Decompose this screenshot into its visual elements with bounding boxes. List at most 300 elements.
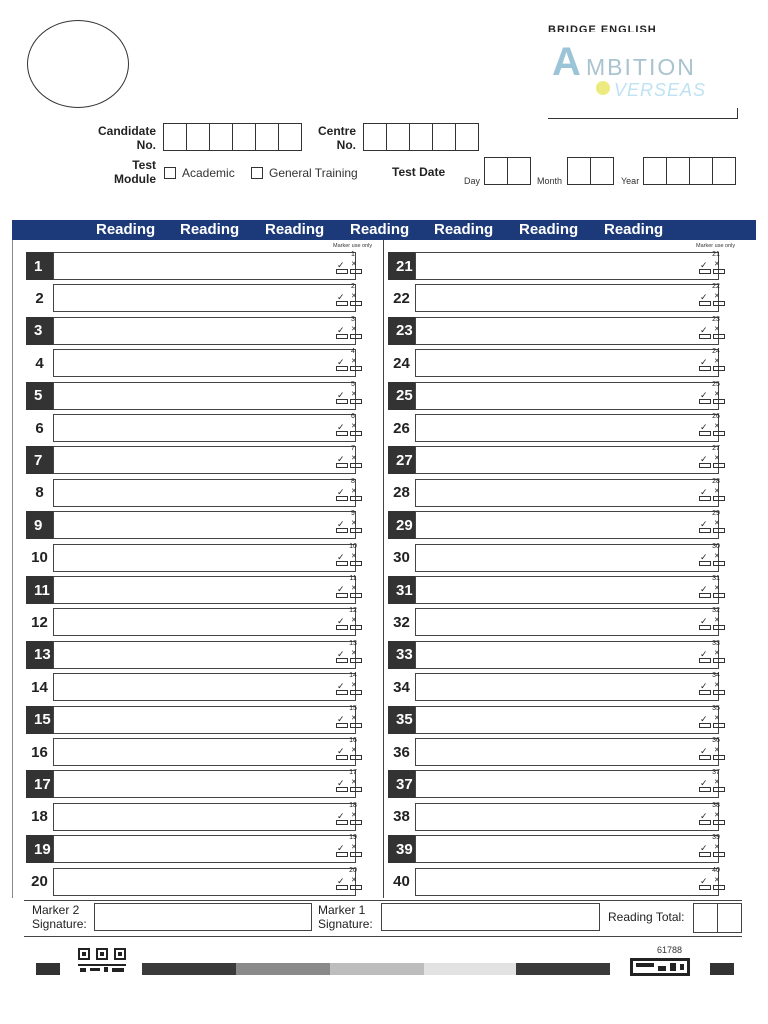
- tick-box[interactable]: [699, 366, 711, 371]
- marker-tick-cross[interactable]: [698, 510, 728, 540]
- cross-box[interactable]: [713, 658, 725, 663]
- answer-box[interactable]: [415, 382, 719, 410]
- marker-number: 34: [712, 672, 720, 680]
- tick-box[interactable]: [699, 658, 711, 663]
- timing-mark: [36, 963, 60, 975]
- answer-box[interactable]: [415, 446, 719, 474]
- tick-box[interactable]: [699, 787, 711, 792]
- marker-tick-cross[interactable]: [335, 834, 365, 864]
- cross-box[interactable]: [713, 561, 725, 566]
- cross-icon: ✕: [351, 585, 357, 592]
- photo-oval: [27, 20, 129, 108]
- cross-box[interactable]: [350, 334, 362, 339]
- marker-tick-cross[interactable]: [335, 445, 365, 475]
- marker-number: 18: [349, 801, 357, 809]
- answer-row: [388, 317, 728, 345]
- marker-tick-cross[interactable]: [698, 575, 728, 605]
- cross-box[interactable]: [350, 690, 362, 695]
- question-number: 7: [26, 446, 53, 474]
- cross-box[interactable]: [350, 625, 362, 630]
- tick-icon: ✓: [337, 486, 345, 497]
- answer-row: [26, 479, 365, 507]
- answer-row: [26, 706, 365, 734]
- tick-box[interactable]: [336, 334, 348, 339]
- question-number: 17: [26, 770, 53, 798]
- band-label: Reading: [180, 221, 240, 238]
- answer-box[interactable]: [415, 803, 719, 831]
- marker-number: 19: [349, 834, 357, 842]
- cross-box[interactable]: [713, 723, 725, 728]
- tick-box[interactable]: [336, 755, 348, 760]
- band-label: Reading: [350, 221, 410, 238]
- answer-row: [388, 738, 728, 766]
- grayscale-strip-1: [142, 963, 236, 975]
- cross-icon: ✕: [351, 390, 357, 398]
- cross-box[interactable]: [350, 885, 362, 890]
- marker-number: 17: [349, 769, 357, 777]
- reading-total-box-2[interactable]: [717, 903, 742, 933]
- marker-tick-cross[interactable]: [698, 251, 728, 281]
- answer-row: [388, 284, 728, 312]
- cross-box[interactable]: [713, 852, 725, 857]
- marker-tick-cross[interactable]: [335, 737, 365, 767]
- answer-box[interactable]: [53, 835, 356, 863]
- cross-box[interactable]: [713, 463, 725, 468]
- answer-box[interactable]: [415, 317, 719, 345]
- question-number: 22: [388, 284, 415, 312]
- answer-box[interactable]: [53, 382, 356, 410]
- marker-number: 37: [712, 769, 720, 777]
- marker-tick-cross[interactable]: [698, 769, 728, 799]
- tick-icon: ✓: [700, 713, 708, 724]
- cross-box[interactable]: [350, 852, 362, 857]
- tick-box[interactable]: [699, 431, 711, 436]
- tick-icon: ✓: [700, 454, 708, 465]
- answer-box[interactable]: [415, 479, 719, 507]
- answer-row: [388, 673, 728, 701]
- cross-box[interactable]: [350, 496, 362, 501]
- answer-box[interactable]: [415, 284, 719, 312]
- tick-box[interactable]: [336, 431, 348, 436]
- answer-box[interactable]: [415, 868, 719, 896]
- tick-box[interactable]: [699, 690, 711, 695]
- cross-box[interactable]: [713, 528, 725, 533]
- question-number: 18: [26, 803, 53, 831]
- cross-box[interactable]: [713, 301, 725, 306]
- tick-icon: ✓: [700, 422, 708, 432]
- cross-icon: ✕: [714, 552, 720, 560]
- answer-box[interactable]: [415, 673, 719, 701]
- tick-box[interactable]: [336, 528, 348, 533]
- question-number: 15: [26, 706, 53, 734]
- answer-row: [388, 349, 728, 377]
- answer-row: [26, 446, 365, 474]
- marker-tick-cross[interactable]: [698, 543, 728, 573]
- marker-tick-cross[interactable]: [698, 283, 728, 313]
- marker-number: 38: [712, 801, 720, 809]
- cross-box[interactable]: [350, 787, 362, 792]
- answer-box[interactable]: [53, 414, 356, 442]
- tick-icon: ✓: [337, 746, 345, 756]
- marker-number: 35: [712, 704, 720, 712]
- marker-tick-cross[interactable]: [698, 802, 728, 832]
- cross-box[interactable]: [713, 399, 725, 404]
- answer-row: [388, 576, 728, 604]
- tick-box[interactable]: [336, 593, 348, 598]
- marker1-signature-box[interactable]: [381, 903, 600, 931]
- marker-tick-cross[interactable]: [335, 640, 365, 670]
- tick-box[interactable]: [336, 625, 348, 630]
- tick-box[interactable]: [699, 561, 711, 566]
- tick-icon: ✓: [337, 648, 345, 659]
- marker-tick-cross[interactable]: [698, 445, 728, 475]
- cross-icon: ✕: [351, 714, 357, 722]
- cross-icon: ✕: [351, 358, 357, 366]
- question-number: 24: [388, 349, 415, 377]
- tick-box[interactable]: [336, 690, 348, 695]
- tick-icon: ✓: [337, 584, 345, 594]
- marker-tick-cross[interactable]: [698, 381, 728, 411]
- tick-box[interactable]: [336, 301, 348, 306]
- tick-box[interactable]: [699, 755, 711, 760]
- cross-box[interactable]: [350, 431, 362, 436]
- tick-icon: ✓: [700, 810, 708, 821]
- answer-row: [26, 835, 365, 863]
- marker2-signature-label: Marker 2 Signature:: [32, 903, 87, 931]
- band-label: Reading: [434, 221, 494, 238]
- answer-box[interactable]: [415, 252, 719, 280]
- marker-tick-cross[interactable]: [335, 316, 365, 346]
- marker-number: 8: [351, 477, 355, 485]
- tick-box[interactable]: [336, 885, 348, 890]
- answer-box[interactable]: [415, 544, 719, 572]
- marker-tick-cross[interactable]: [698, 316, 728, 346]
- answer-box[interactable]: [53, 511, 356, 539]
- answer-row: [26, 544, 365, 572]
- cross-icon: ✕: [714, 325, 720, 333]
- cross-icon: ✕: [714, 423, 720, 430]
- question-number: 6: [26, 414, 53, 442]
- question-number: 37: [388, 770, 415, 798]
- answer-row: [26, 770, 365, 798]
- test-module-label: Test Module: [114, 158, 156, 186]
- marker1-signature-label: Marker 1 Signature:: [318, 903, 373, 931]
- cross-box[interactable]: [350, 528, 362, 533]
- marker-number: 3: [351, 315, 355, 323]
- question-number: 35: [388, 706, 415, 734]
- reading-total-box-1[interactable]: [693, 903, 718, 933]
- tick-box[interactable]: [336, 787, 348, 792]
- cross-box[interactable]: [350, 820, 362, 825]
- cross-icon: ✕: [351, 811, 357, 819]
- marker-number: 24: [712, 348, 720, 356]
- marker-tick-cross[interactable]: [698, 672, 728, 702]
- question-number: 16: [26, 738, 53, 766]
- tick-icon: ✓: [337, 389, 345, 400]
- answer-box[interactable]: [415, 738, 719, 766]
- marker-tick-cross[interactable]: [335, 381, 365, 411]
- cross-box[interactable]: [713, 787, 725, 792]
- cross-box[interactable]: [350, 463, 362, 468]
- tick-box[interactable]: [336, 496, 348, 501]
- cross-box[interactable]: [350, 658, 362, 663]
- cross-box[interactable]: [350, 366, 362, 371]
- tick-box[interactable]: [699, 852, 711, 857]
- question-number: 3: [26, 317, 53, 345]
- tick-box[interactable]: [699, 625, 711, 630]
- tick-box[interactable]: [699, 463, 711, 468]
- tick-icon: ✓: [337, 260, 345, 270]
- cross-box[interactable]: [350, 399, 362, 404]
- answer-box[interactable]: [415, 414, 719, 442]
- academic-checkbox[interactable]: [164, 167, 176, 179]
- cross-box[interactable]: [350, 269, 362, 274]
- marker-tick-cross[interactable]: [698, 834, 728, 864]
- answer-box[interactable]: [415, 770, 719, 798]
- marker-number: 1: [351, 251, 355, 258]
- marker-number: 9: [351, 510, 355, 518]
- cross-box[interactable]: [713, 690, 725, 695]
- marker-number: 40: [712, 866, 720, 874]
- marker-tick-cross[interactable]: [698, 705, 728, 735]
- answer-box[interactable]: [415, 706, 719, 734]
- question-number: 5: [26, 382, 53, 410]
- marker-tick-cross[interactable]: [698, 413, 728, 443]
- answer-row: [26, 641, 365, 669]
- cross-box[interactable]: [713, 334, 725, 339]
- marker-tick-cross[interactable]: [335, 478, 365, 508]
- answer-box[interactable]: [53, 576, 356, 604]
- question-number: 2: [26, 284, 53, 312]
- cross-box[interactable]: [350, 723, 362, 728]
- marker-tick-cross[interactable]: [335, 672, 365, 702]
- cross-box[interactable]: [713, 885, 725, 890]
- tick-box[interactable]: [699, 593, 711, 598]
- cross-icon: ✕: [714, 487, 720, 495]
- answer-box[interactable]: [53, 641, 356, 669]
- grayscale-strip-5: [516, 963, 610, 975]
- answer-row: [388, 641, 728, 669]
- answer-box[interactable]: [53, 608, 356, 636]
- cross-box[interactable]: [350, 561, 362, 566]
- candidate-number-boxes[interactable]: [163, 123, 301, 151]
- general-training-checkbox[interactable]: [251, 167, 263, 179]
- month-boxes[interactable]: [567, 157, 613, 185]
- answer-row: [26, 317, 365, 345]
- tick-icon: ✓: [337, 681, 345, 692]
- tick-icon: ✓: [700, 584, 708, 594]
- footer-bottom-rule: [24, 936, 742, 937]
- question-number: 19: [26, 835, 53, 863]
- marker-tick-cross[interactable]: [335, 413, 365, 443]
- cross-box[interactable]: [713, 496, 725, 501]
- cross-icon: ✕: [351, 261, 357, 268]
- question-number: 13: [26, 641, 53, 669]
- marker-tick-cross[interactable]: [335, 543, 365, 573]
- marker-tick-cross[interactable]: [335, 283, 365, 313]
- marker-number: 6: [351, 413, 355, 420]
- marker-tick-cross[interactable]: [698, 867, 728, 897]
- answer-box[interactable]: [415, 608, 719, 636]
- answer-box[interactable]: [53, 252, 356, 280]
- cross-icon: ✕: [351, 876, 357, 884]
- marker-number: 23: [712, 315, 720, 323]
- answer-box[interactable]: [415, 349, 719, 377]
- marker-tick-cross[interactable]: [335, 575, 365, 605]
- answer-box[interactable]: [415, 511, 719, 539]
- tick-icon: ✓: [700, 389, 708, 400]
- marker-number: 28: [712, 477, 720, 485]
- answer-box[interactable]: [53, 284, 356, 312]
- answer-row: [388, 446, 728, 474]
- answer-row: [26, 511, 365, 539]
- cross-box[interactable]: [713, 625, 725, 630]
- marker-number: 14: [349, 672, 357, 680]
- marker-tick-cross[interactable]: [698, 737, 728, 767]
- answer-box[interactable]: [53, 479, 356, 507]
- answer-box[interactable]: [53, 673, 356, 701]
- cross-box[interactable]: [350, 755, 362, 760]
- month-label: Month: [537, 176, 563, 186]
- tick-box[interactable]: [336, 366, 348, 371]
- marker-number: 10: [349, 542, 357, 550]
- answer-box[interactable]: [53, 803, 356, 831]
- marker-tick-cross[interactable]: [335, 705, 365, 735]
- marker-tick-cross[interactable]: [335, 510, 365, 540]
- marker-tick-cross[interactable]: [335, 348, 365, 378]
- cross-box[interactable]: [350, 301, 362, 306]
- answer-box[interactable]: [415, 641, 719, 669]
- tick-icon: ✓: [700, 778, 708, 789]
- answer-row: [388, 706, 728, 734]
- cross-icon: ✕: [351, 649, 357, 657]
- barcode-icon: [630, 958, 690, 976]
- cross-icon: ✕: [714, 261, 720, 268]
- tick-icon: ✓: [700, 292, 708, 303]
- tick-box[interactable]: [699, 334, 711, 339]
- question-number: 4: [26, 349, 53, 377]
- tick-box[interactable]: [699, 885, 711, 890]
- band-label: Reading: [265, 221, 325, 238]
- tick-box[interactable]: [699, 496, 711, 501]
- day-boxes[interactable]: [484, 157, 530, 185]
- tick-icon: ✓: [337, 519, 345, 530]
- cross-box[interactable]: [713, 593, 725, 598]
- marker-tick-cross[interactable]: [698, 348, 728, 378]
- tick-box[interactable]: [699, 301, 711, 306]
- tick-icon: ✓: [700, 324, 708, 335]
- tick-box[interactable]: [699, 820, 711, 825]
- marker-tick-cross[interactable]: [335, 769, 365, 799]
- answer-box[interactable]: [53, 770, 356, 798]
- centre-number-label: Centre No.: [317, 124, 356, 152]
- tick-icon: ✓: [337, 422, 345, 432]
- answer-box[interactable]: [53, 706, 356, 734]
- answer-row: [388, 770, 728, 798]
- answer-row: [388, 868, 728, 896]
- tick-icon: ✓: [700, 681, 708, 692]
- tick-box[interactable]: [336, 723, 348, 728]
- tick-box[interactable]: [699, 399, 711, 404]
- cross-icon: ✕: [714, 811, 720, 819]
- marker-tick-cross[interactable]: [335, 251, 365, 281]
- marker-number: 30: [712, 542, 720, 550]
- answer-box[interactable]: [415, 835, 719, 863]
- tick-box[interactable]: [336, 820, 348, 825]
- marker-number: 29: [712, 510, 720, 518]
- question-number: 28: [388, 479, 415, 507]
- tick-box[interactable]: [336, 463, 348, 468]
- year-boxes[interactable]: [643, 157, 735, 185]
- timing-mark: [710, 963, 734, 975]
- question-number: 34: [388, 673, 415, 701]
- left-border: [12, 240, 13, 898]
- cross-icon: ✕: [714, 747, 720, 754]
- centre-number-boxes[interactable]: [363, 123, 478, 151]
- test-date-label: Test Date: [392, 165, 446, 179]
- tick-box[interactable]: [699, 269, 711, 274]
- tick-box[interactable]: [699, 723, 711, 728]
- question-number: 36: [388, 738, 415, 766]
- marker-tick-cross[interactable]: [698, 640, 728, 670]
- answer-box[interactable]: [415, 576, 719, 604]
- answer-box[interactable]: [53, 738, 356, 766]
- cross-icon: ✕: [351, 747, 357, 754]
- cross-box[interactable]: [713, 820, 725, 825]
- marker-tick-cross[interactable]: [698, 478, 728, 508]
- tick-box[interactable]: [336, 561, 348, 566]
- answer-box[interactable]: [53, 446, 356, 474]
- answer-box[interactable]: [53, 349, 356, 377]
- marker2-signature-box[interactable]: [94, 903, 312, 931]
- cross-box[interactable]: [713, 269, 725, 274]
- cross-box[interactable]: [713, 755, 725, 760]
- cross-box[interactable]: [350, 593, 362, 598]
- cross-box[interactable]: [713, 431, 725, 436]
- qr-code-icon: [78, 948, 128, 974]
- cross-box[interactable]: [713, 366, 725, 371]
- question-number: 26: [388, 414, 415, 442]
- marker-number: 22: [712, 283, 720, 291]
- reading-header-band: [12, 220, 756, 240]
- tick-box[interactable]: [336, 399, 348, 404]
- candidate-number-label: Candidate No.: [97, 124, 156, 152]
- answer-box[interactable]: [53, 317, 356, 345]
- grayscale-strip-3: [330, 963, 424, 975]
- cross-icon: ✕: [351, 293, 357, 301]
- answer-box[interactable]: [53, 868, 356, 896]
- marker-tick-cross[interactable]: [335, 802, 365, 832]
- marker-tick-cross[interactable]: [698, 607, 728, 637]
- marker-tick-cross[interactable]: [335, 867, 365, 897]
- marker-tick-cross[interactable]: [335, 607, 365, 637]
- marker-use-label-right: Marker use only: [696, 243, 736, 249]
- column-divider: [383, 240, 384, 898]
- answer-row: [388, 252, 728, 280]
- marker-number: 26: [712, 413, 720, 420]
- answer-row: [388, 608, 728, 636]
- grayscale-strip-4: [424, 963, 516, 975]
- tick-box[interactable]: [336, 658, 348, 663]
- tick-box[interactable]: [699, 528, 711, 533]
- tick-box[interactable]: [336, 269, 348, 274]
- tick-box[interactable]: [336, 852, 348, 857]
- marker-number: 13: [349, 639, 357, 647]
- tick-icon: ✓: [337, 713, 345, 724]
- band-label: Reading: [96, 221, 156, 238]
- tick-icon: ✓: [700, 843, 708, 854]
- answer-box[interactable]: [53, 544, 356, 572]
